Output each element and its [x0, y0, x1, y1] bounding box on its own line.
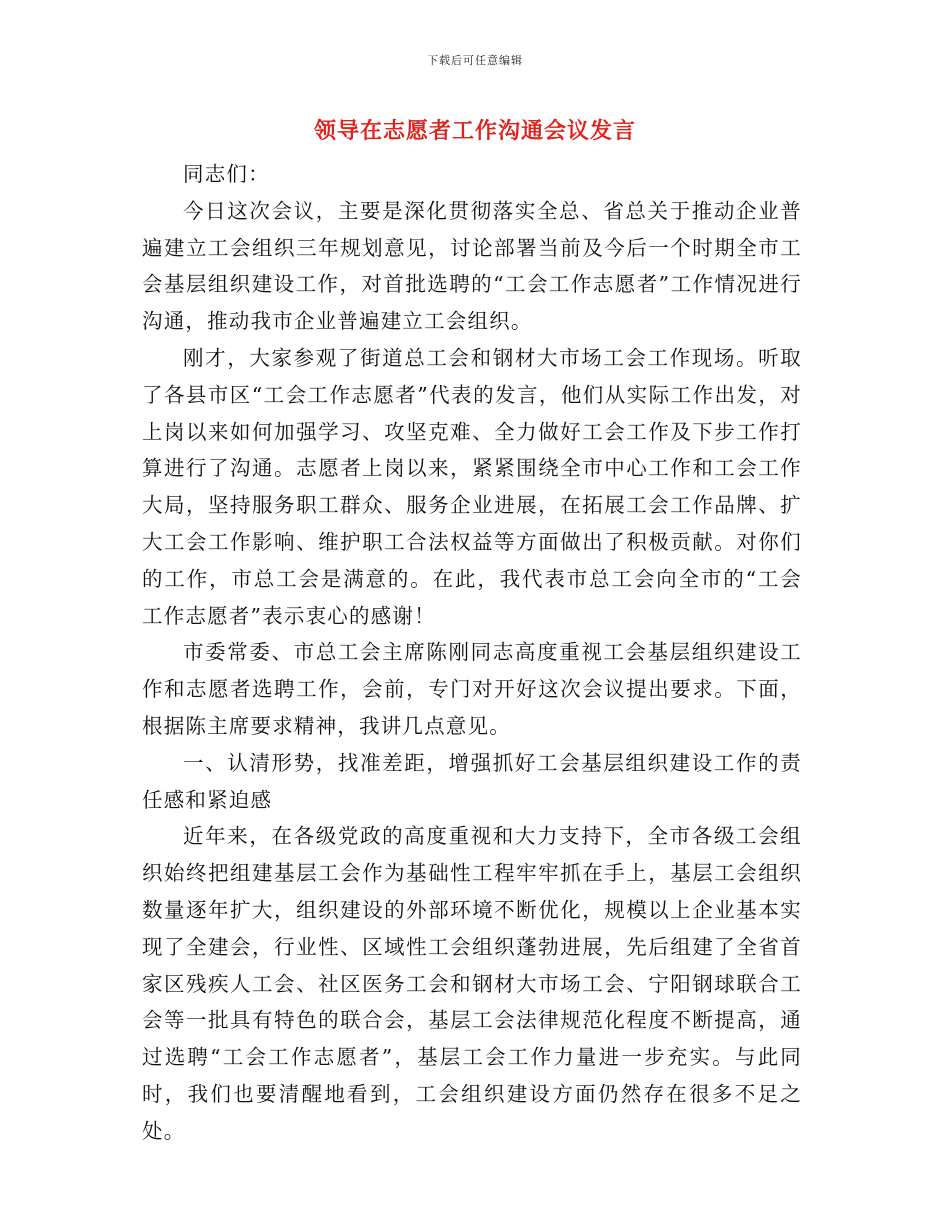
paragraph-chairman: 市委常委、市总工会主席陈刚同志高度重视工会基层组织建设工作和志愿者选聘工作，会前，专门对开好这次会议提出要求。下面，根据陈主席要求精神，我讲几点意见。: [142, 640, 802, 738]
paragraph-visit: 刚才，大家参观了街道总工会和钢材大市场工会工作现场。听取了各县市区“工会工作志愿者”代表的发言，他们从实际工作出发，对上岗以来如何加强学习、攻坚克难、全力做好工会工作及下步工作打算进行了沟通。志愿者上岗以来，紧紧围绕全市中心工作和工会工作大局，坚持服务职工群众、服务企业进展，在拓展工会工作品牌、扩大工会工作影响、维护职工合法权益等方面做出了积极贡献。对你们的工作，市总工会是满意的。在此，我代表市总工会向全市的“工会工作志愿者”表示衷心的感谢！: [142, 345, 802, 628]
paragraph-intro: 今日这次会议，主要是深化贯彻落实全总、省总关于推动企业普遍建立工会组织三年规划意见，讨论部署当前及今后一个时期全市工会基层组织建设工作，对首批选聘的“工会工作志愿者”工作情况进行沟通，推动我市企业普遍建立工会组织。: [142, 198, 802, 334]
section-heading-1: 一、认清形势，找准差距，增强抓好工会基层组织建设工作的责任感和紧迫感: [142, 750, 802, 812]
page-header-note: 下载后可任意编辑: [427, 54, 523, 67]
paragraph-recent-years: 近年来，在各级党政的高度重视和大力支持下，全市各级工会组织始终把组建基层工会作为基础性工程牢牢抓在手上，基层工会组织数量逐年扩大，组织建设的外部环境不断优化，规模以上企业基本实现了全建会，行业性、区域性工会组织蓬勃进展，先后组建了全省首家区残疾人工会、社区医务工会和钢材大市场工会、宁阳钢球联合工会等一批具有特色的联合会，基层工会法律规范化程度不断提高，通过选聘“工会工作志愿者”，基层工会工作力量进一步充实。与此同时，我们也要清醒地看到，工会组织建设方面仍然存在很多不足之处。: [142, 824, 802, 1143]
document-title: 领导在志愿者工作沟通会议发言: [313, 118, 636, 144]
salutation: 同志们：: [183, 162, 270, 186]
document-body: [142, 156, 802, 1150]
